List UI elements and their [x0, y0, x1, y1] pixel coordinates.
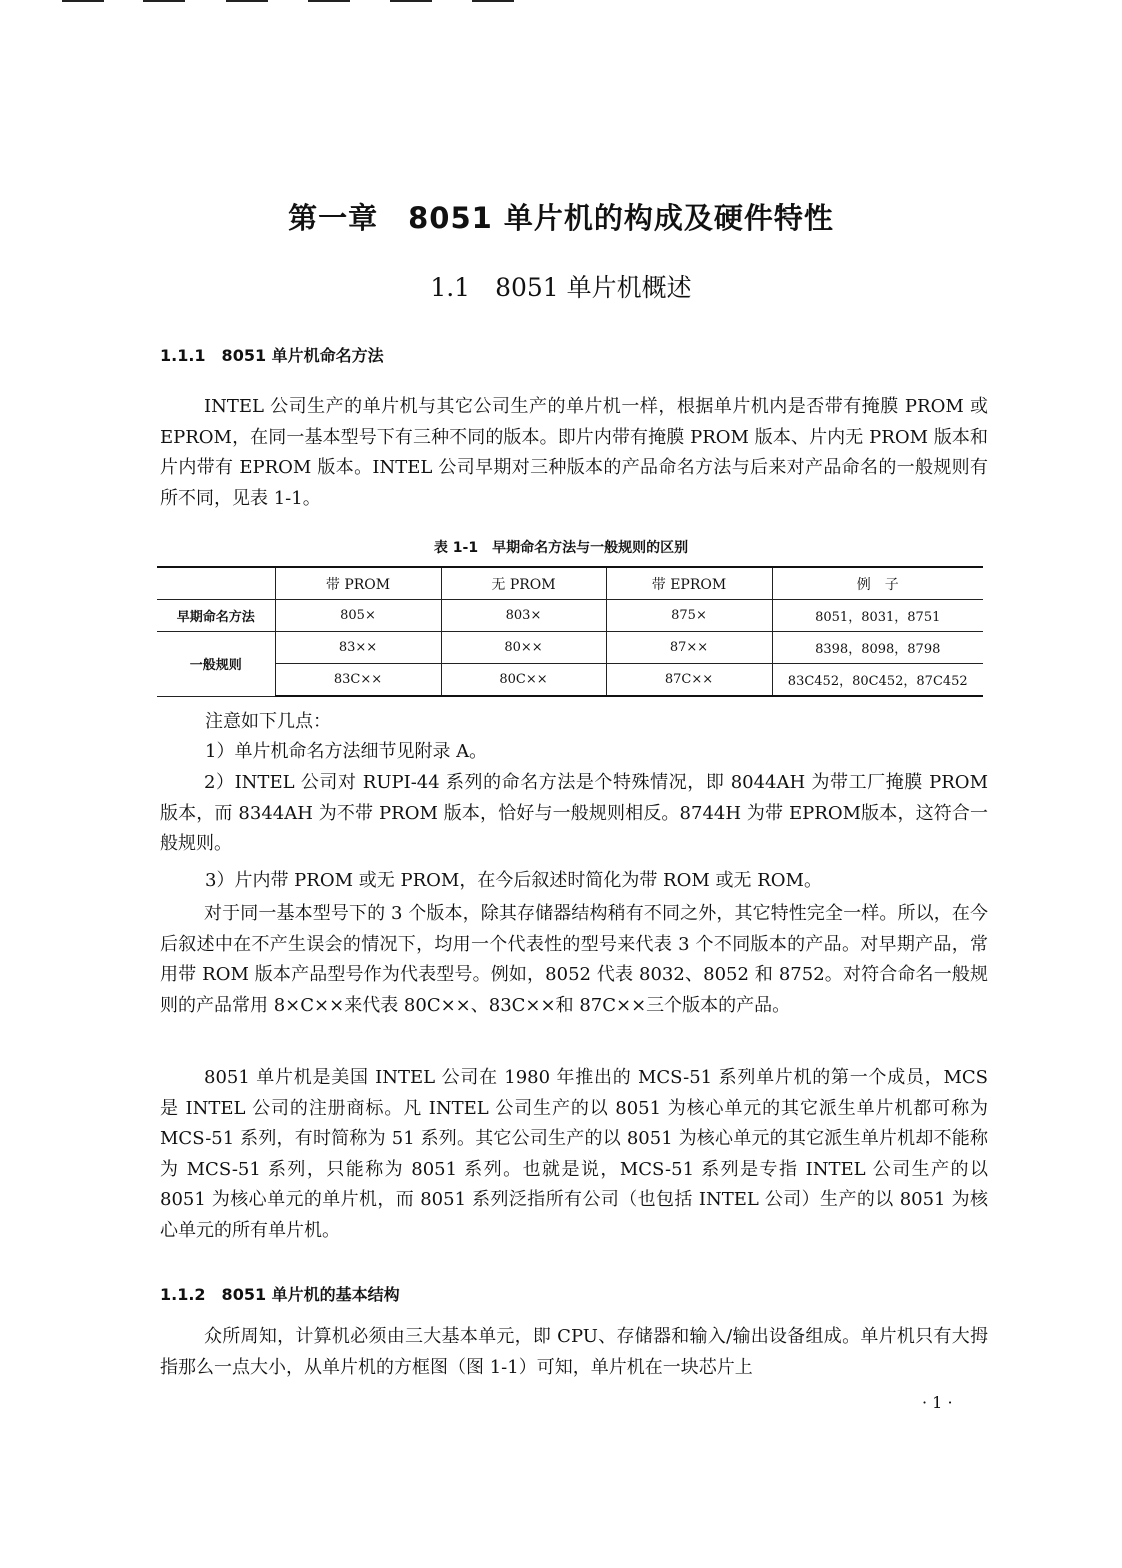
top-scan-rules	[0, 0, 1122, 6]
table-row-label: 早期命名方法	[157, 600, 275, 632]
subsection-title-structure: 1.1.2 8051 单片机的基本结构	[160, 1285, 400, 1304]
table-cell: 80C××	[441, 664, 606, 697]
table-header-cell: 带 EPROM	[606, 567, 772, 600]
table-cell: 83C××	[275, 664, 441, 697]
section-title: 1.1 8051 单片机概述	[430, 273, 692, 302]
table-cell: 803×	[441, 600, 606, 632]
table-header-cell: 带 PROM	[275, 567, 441, 600]
table-cell: 8398，8098，8798	[772, 632, 983, 664]
table-cell: 87C××	[606, 664, 772, 697]
table-cell: 8051，8031，8751	[772, 600, 983, 632]
table-cell: 875×	[606, 600, 772, 632]
table-row	[157, 600, 983, 632]
note-item: 2）INTEL 公司对 RUPI-44 系列的命名方法是个特殊情况，即 8044AH 为带工厂掩膜 PROM 版本，而 8344AH 为不带 PROM 版本，恰好与一般规则相反。8744H 为带 EPROM版本，这符合一般规则。	[160, 772, 988, 854]
chapter-title: 第一章 8051 单片机的构成及硬件特性	[288, 201, 834, 235]
table-header-cell: 例 子	[772, 567, 983, 600]
table-header-row	[157, 567, 983, 600]
table-header-cell: 无 PROM	[441, 567, 606, 600]
paragraph-representative-model: 对于同一基本型号下的 3 个版本，除其存储器结构稍有不同之外，其它特性完全一样。所以，在今后叙述中在不产生误会的情况下，均用一个代表性的型号来代表 3 个不同版本的产品。对早期产品，常用带 ROM 版本产品型号作为代表型号。例如，8052 代表 8032、8052 和 8752。对符合命名一般规则的产品常用 8×C××来代表 80C××、83C××和 87C××三个版本的产品。	[160, 903, 988, 1016]
page-number: · 1 ·	[922, 1393, 953, 1412]
table-cell: 80××	[441, 632, 606, 664]
table-row	[157, 632, 983, 664]
subsection-title-naming: 1.1.1 8051 单片机命名方法	[160, 346, 384, 365]
naming-table	[157, 566, 983, 697]
table-cell: 83C452，80C452，87C452	[772, 664, 983, 697]
table-cell: 805×	[275, 600, 441, 632]
paragraph-mcs51-history: 8051 单片机是美国 INTEL 公司在 1980 年推出的 MCS-51 系列单片机的第一个成员，MCS 是 INTEL 公司的注册商标。凡 INTEL 公司生产的以 8051 为核心单元的其它派生单片机都可称为 MCS-51 系列，有时简称为 51 系列。其它公司生产的以 8051 为核心单元的其它派生单片机却不能称为 MCS-51 系列，只能称为 8051 系列。也就是说，MCS-51 系列是专指 INTEL 公司生产的以 8051 为核心单元的单片机，而 8051 系列泛指所有公司（也包括 INTEL 公司）生产的以 8051 为核心单元的所有单片机。	[160, 1067, 988, 1241]
note-item: 3）片内带 PROM 或无 PROM，在今后叙述时简化为带 ROM 或无 ROM。	[205, 870, 822, 891]
table-cell: 87××	[606, 632, 772, 664]
table-row-label: 一般规则	[157, 632, 275, 697]
table-row	[157, 664, 983, 697]
notes-intro: 注意如下几点：	[205, 711, 331, 732]
note-item: 1）单片机命名方法细节见附录 A。	[205, 741, 488, 762]
table-cell: 83××	[275, 632, 441, 664]
paragraph-naming-intro: INTEL 公司生产的单片机与其它公司生产的单片机一样，根据单片机内是否带有掩膜 PROM 或 EPROM，在同一基本型号下有三种不同的版本。即片内带有掩膜 PROM 版本、片内无 PROM 版本和片内带有 EPROM 版本。INTEL 公司早期对三种版本的产品命名方法与后来对产品命名的一般规则有所不同，见表 1-1。	[160, 396, 988, 509]
paragraph-basic-structure: 众所周知，计算机必须由三大基本单元，即 CPU、存储器和输入/输出设备组成。单片机只有大拇指那么一点大小，从单片机的方框图（图 1-1）可知，单片机在一块芯片上	[160, 1326, 988, 1378]
table-caption: 表 1-1 早期命名方法与一般规则的区别	[433, 540, 689, 556]
table-header-cell	[157, 567, 275, 600]
